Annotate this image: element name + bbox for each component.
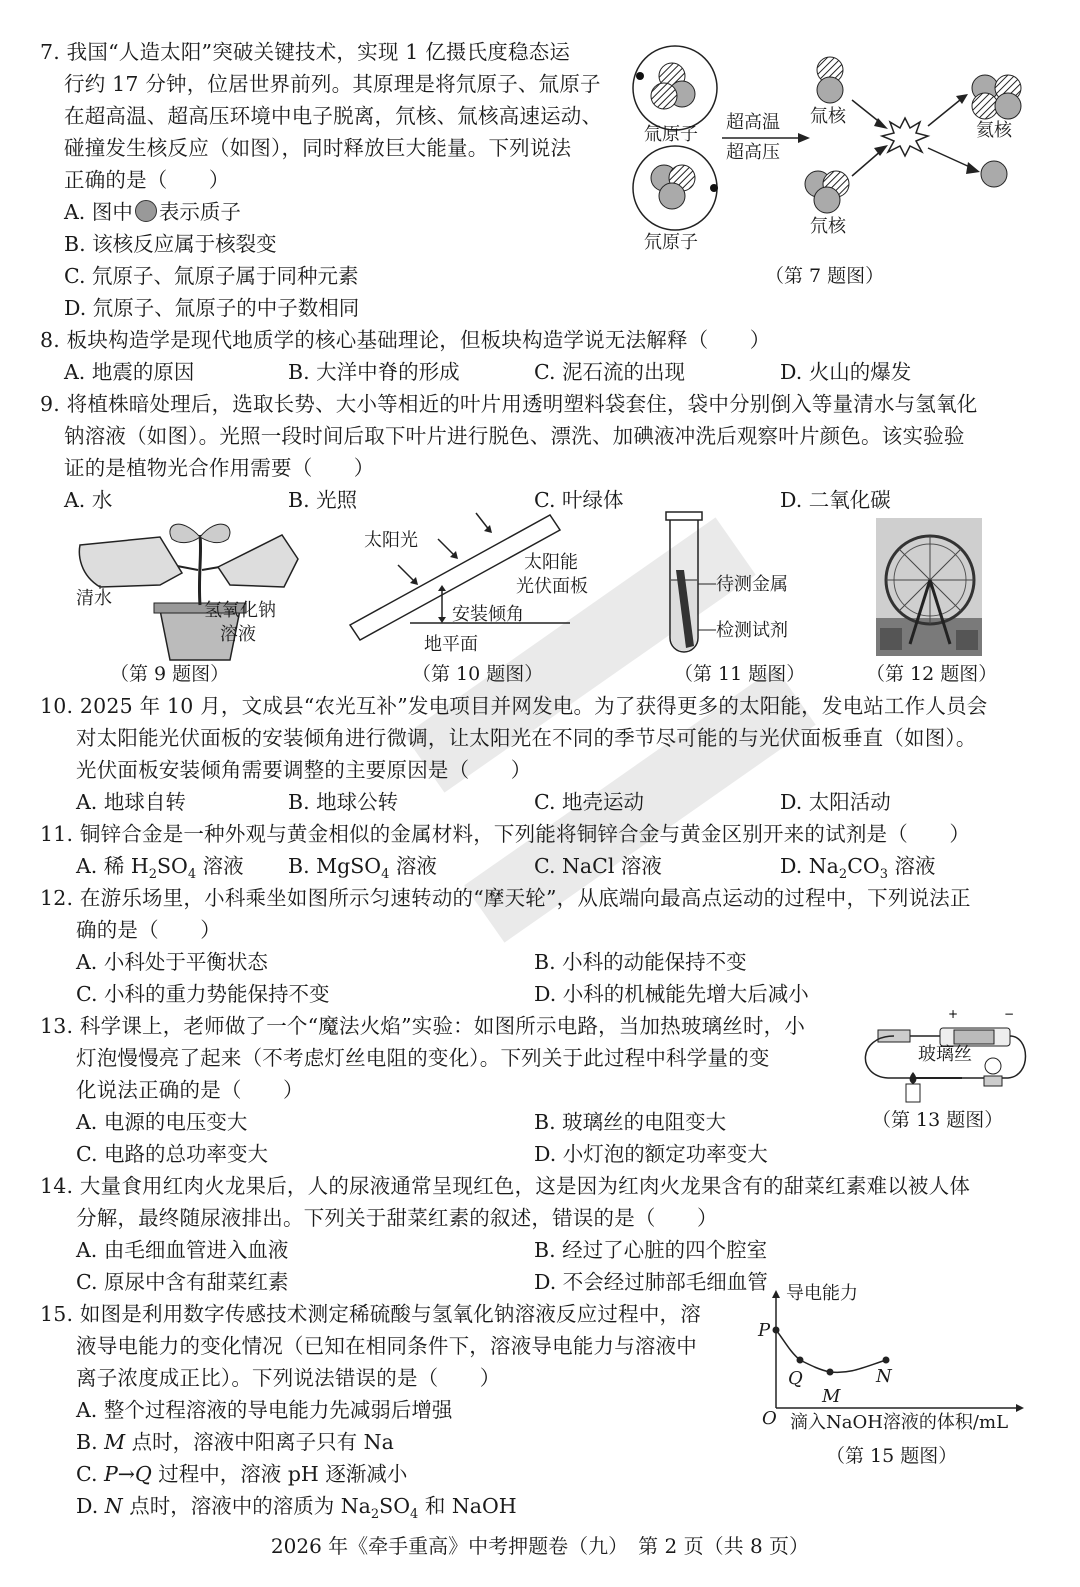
q11-fig-metal-label: 待测金属 — [716, 574, 788, 595]
q11-option-d[interactable] — [780, 852, 936, 883]
q7-fig-nucleus-bottom-label: 氘核 — [810, 216, 846, 237]
q15-fig-caption: （第 15 题图） — [826, 1445, 958, 1467]
q14-option-a[interactable]: A. 由毛细血管进入血液 — [76, 1238, 289, 1262]
q15-b-text-1: B. — [76, 1430, 105, 1454]
q15-b-var: M — [104, 1430, 126, 1454]
q10-fig-panel-label-1: 太阳能 — [524, 552, 578, 573]
q15-fig-xlabel: 滴入NaOH溶液的体积/mL — [790, 1412, 1009, 1433]
q8-option-b[interactable]: B. 大洋中脊的形成 — [288, 360, 460, 384]
q15-fig-origin: O — [762, 1408, 777, 1429]
q14-line-2: 分解，最终随尿液排出。下列关于甜菜红素的叙述，错误的是（ ） — [76, 1206, 718, 1230]
q10-fig-angle-label: 安装倾角 — [452, 604, 524, 625]
q7-fig-product-label: 氦核 — [976, 120, 1012, 141]
q10-fig-ground-label: 地平面 — [424, 634, 478, 655]
q7-line-1: 7. 我国“人造太阳”突破关键技术，实现 1 亿摄氏度稳态运 — [40, 40, 571, 64]
q10-line-3: 光伏面板安装倾角需要调整的主要原因是（ ） — [76, 758, 532, 782]
q10-option-c[interactable]: C. 地壳运动 — [534, 790, 644, 814]
q8-option-a[interactable]: A. 地震的原因 — [64, 360, 195, 384]
q9-option-b[interactable]: B. 光照 — [288, 488, 358, 512]
q7-line-5: 正确的是（ ） — [64, 168, 230, 192]
q7-option-a[interactable] — [64, 198, 241, 226]
q7-line-3: 在超高温、超高压环境中电子脱离，氘核、氚核高速运动、 — [64, 104, 603, 128]
q10-option-a[interactable]: A. 地球自转 — [76, 790, 186, 814]
q15-d-text-1: D. — [76, 1494, 105, 1518]
q9-line-2: 钠溶液（如图）。光照一段时间后取下叶片进行脱色、漂洗、加碘液冲洗后观察叶片颜色。该实验验 — [64, 424, 965, 448]
q15-option-b[interactable] — [76, 1428, 394, 1456]
q9-fig-naoh-label-1: 氢氧化钠 — [204, 600, 276, 621]
q11-fig-leader-lines — [698, 580, 718, 640]
q12-ferris-wheel-photo — [876, 518, 982, 656]
q7-fig-caption: （第 7 题图） — [765, 265, 885, 287]
q15-c-var: P→Q — [104, 1462, 152, 1486]
q15-option-c[interactable] — [76, 1460, 407, 1488]
q7-option-c[interactable]: C. 氘原子、氚原子属于同种元素 — [64, 264, 359, 288]
q7-fig-condition-2: 超高压 — [726, 142, 780, 163]
q13-fig-glass-label: 玻璃丝 — [918, 1044, 972, 1065]
q13-option-d[interactable]: D. 小灯泡的额定功率变大 — [534, 1142, 768, 1166]
q9-option-a[interactable]: A. 水 — [64, 488, 113, 512]
q11-fig-caption: （第 11 题图） — [674, 663, 806, 685]
q10-fig-sun-label: 太阳光 — [364, 530, 418, 551]
q9-option-c[interactable]: C. 叶绿体 — [534, 488, 624, 512]
q11-a-text-1: A. 稀 H — [76, 854, 149, 878]
q15-option-d[interactable] — [76, 1492, 517, 1523]
q15-line-3: 离子浓度成正比）。下列说法错误的是（ ） — [76, 1366, 501, 1390]
q15-conductivity-graph — [770, 1290, 1030, 1420]
q11-b-sub: 4 — [381, 867, 390, 883]
q10-line-1: 10. 2025 年 10 月，文成县“农光互补”发电项目并网发电。为了获得更多的太阳能，发电站工作人员会 — [40, 694, 988, 718]
q11-b-text-1: B. MgSO — [288, 854, 382, 878]
q15-fig-point-n: N — [876, 1366, 892, 1387]
q11-d-text-2: CO — [847, 854, 880, 878]
q13-line-3: 化说法正确的是（ ） — [76, 1078, 304, 1102]
q11-d-text-3: 溶液 — [887, 854, 936, 878]
q12-option-c[interactable]: C. 小科的重力势能保持不变 — [76, 982, 330, 1006]
q11-b-text-2: 溶液 — [389, 854, 437, 878]
q11-a-text-3: 溶液 — [196, 854, 244, 878]
q15-fig-ylabel: 导电能力 — [786, 1283, 858, 1304]
q13-option-b[interactable]: B. 玻璃丝的电阻变大 — [534, 1110, 727, 1134]
q15-c-text-2: 过程中，溶液 pH 逐渐减小 — [151, 1462, 408, 1486]
q15-d-text-4: 和 NaOH — [418, 1494, 517, 1518]
q13-option-c[interactable]: C. 电路的总功率变大 — [76, 1142, 268, 1166]
svg-text:−: − — [1004, 1007, 1015, 1021]
q7-fig-nucleus-top-label: 氚核 — [810, 106, 846, 127]
q7-option-d[interactable]: D. 氘原子、氚原子的中子数相同 — [64, 296, 360, 320]
q8-option-d[interactable]: D. 火山的爆发 — [780, 360, 912, 384]
q11-option-b[interactable] — [288, 852, 437, 883]
q11-a-text-2: SO — [157, 854, 188, 878]
q10-fig-caption: （第 10 题图） — [412, 663, 544, 685]
q15-fig-point-m: M — [822, 1386, 841, 1407]
q13-fig-caption: （第 13 题图） — [872, 1109, 1004, 1131]
q14-option-b[interactable]: B. 经过了心脏的四个腔室 — [534, 1238, 768, 1262]
q7-option-a-suffix: 表示质子 — [158, 200, 241, 224]
q15-b-text-2: 点时，溶液中阳离子只有 Na — [125, 1430, 394, 1454]
q12-fig-caption: （第 12 题图） — [866, 663, 998, 685]
q15-line-1: 15. 如图是利用数字传感技术测定稀硫酸与氢氧化钠溶液反应过程中，溶 — [40, 1302, 701, 1326]
q10-fig-panel-label-2: 光伏面板 — [516, 576, 588, 597]
q10-solar-panel-figure — [350, 505, 640, 655]
q11-a-sub-2: 4 — [187, 867, 197, 883]
proton-symbol-icon — [135, 200, 157, 222]
q12-option-d[interactable]: D. 小科的机械能先增大后减小 — [534, 982, 809, 1006]
q10-line-2: 对太阳能光伏面板的安装倾角进行微调，让太阳光在不同的季节尽可能的与光伏面板垂直（如图）。 — [76, 726, 977, 750]
page-footer: 2026 年《牵手重高》中考押题卷（九） 第 2 页（共 8 页） — [270, 1534, 810, 1558]
q11-d-sub-2: 3 — [879, 867, 888, 883]
q7-line-2: 行约 17 分钟，位居世界前列。其原理是将氘原子、氚原子 — [64, 72, 601, 96]
q11-stem: 11. 铜锌合金是一种外观与黄金相似的金属材料，下列能将铜锌合金与黄金区别开来的试剂是（ ） — [40, 822, 971, 846]
q7-option-b[interactable]: B. 该核反应属于核裂变 — [64, 232, 277, 256]
q15-fig-point-q: Q — [788, 1368, 803, 1389]
svg-text:+: + — [948, 1007, 959, 1021]
q9-fig-water-label: 清水 — [76, 588, 112, 609]
q11-d-text-1: D. Na — [780, 854, 839, 878]
q10-option-b[interactable]: B. 地球公转 — [288, 790, 399, 814]
q15-option-a[interactable]: A. 整个过程溶液的导电能力先减弱后增强 — [76, 1398, 453, 1422]
q13-line-2: 灯泡慢慢亮了起来（不考虑灯丝电阻的变化）。下列关于此过程中科学量的变 — [76, 1046, 770, 1070]
q15-d-text-2: 点时，溶液中的溶质为 Na — [122, 1494, 371, 1518]
q8-stem: 8. 板块构造学是现代地质学的核心基础理论，但板块构造学说无法解释（ ） — [40, 328, 771, 352]
q15-d-text-3: SO — [379, 1494, 411, 1518]
q8-option-c[interactable]: C. 泥石流的出现 — [534, 360, 685, 384]
q12-line-1: 12. 在游乐场里，小科乘坐如图所示匀速转动的“摩天轮”，从底端向最高点运动的过程中，下列说法正 — [40, 886, 971, 910]
q7-fig-condition-1: 超高温 — [726, 112, 780, 133]
q15-line-2: 液导电能力的变化情况（已知在相同条件下，溶液导电能力与溶液中 — [76, 1334, 697, 1358]
q9-fig-caption: （第 9 题图） — [110, 663, 230, 685]
q14-option-d[interactable]: D. 不会经过肺部毛细血管 — [534, 1270, 768, 1294]
q14-option-c[interactable]: C. 原尿中含有甜菜红素 — [76, 1270, 289, 1294]
q11-fig-reagent-label: 检测试剂 — [716, 620, 788, 641]
q11-a-sub-1: 2 — [148, 867, 158, 883]
q9-fig-naoh-label-2: 溶液 — [220, 624, 256, 645]
q14-line-1: 14. 大量食用红肉火龙果后，人的尿液通常呈现红色，这是因为红肉火龙果含有的甜菜红素难以被人体 — [40, 1174, 971, 1198]
q7-option-a-prefix: A. 图中 — [64, 200, 133, 224]
q7-line-4: 碰撞发生核反应（如图），同时释放巨大能量。下列说法 — [64, 136, 572, 160]
q7-fig-atom-top-label: 氚原子 — [644, 124, 698, 145]
q13-option-a[interactable]: A. 电源的电压变大 — [76, 1110, 248, 1134]
q9-line-3: 证的是植物光合作用需要（ ） — [64, 456, 375, 480]
q15-d-sub-2: 4 — [410, 1507, 419, 1523]
q12-option-b[interactable]: B. 小科的动能保持不变 — [534, 950, 747, 974]
q15-c-text-1: C. — [76, 1462, 104, 1486]
q15-d-var: N — [104, 1494, 123, 1518]
q13-line-1: 13. 科学课上，老师做了一个“魔法火焰”实验：如图所示电路，当加热玻璃丝时，小 — [40, 1014, 806, 1038]
q11-option-c[interactable]: C. NaCl 溶液 — [534, 854, 662, 878]
q15-d-sub-1: 2 — [370, 1507, 380, 1523]
q15-fig-point-p: P — [758, 1320, 771, 1341]
q9-option-d[interactable]: D. 二氧化碳 — [780, 488, 891, 512]
q11-option-a[interactable] — [76, 852, 244, 883]
q12-line-2: 确的是（ ） — [76, 918, 221, 942]
q7-fig-atom-bottom-label: 氘原子 — [644, 232, 698, 253]
q12-option-a[interactable]: A. 小科处于平衡状态 — [76, 950, 268, 974]
q10-option-d[interactable]: D. 太阳活动 — [780, 790, 891, 814]
q9-line-1: 9. 将植株暗处理后，选取长势、大小等相近的叶片用透明塑料袋套住，袋中分别倒入等量清水与氢氧化 — [40, 392, 978, 416]
q11-d-sub-1: 2 — [838, 867, 848, 883]
